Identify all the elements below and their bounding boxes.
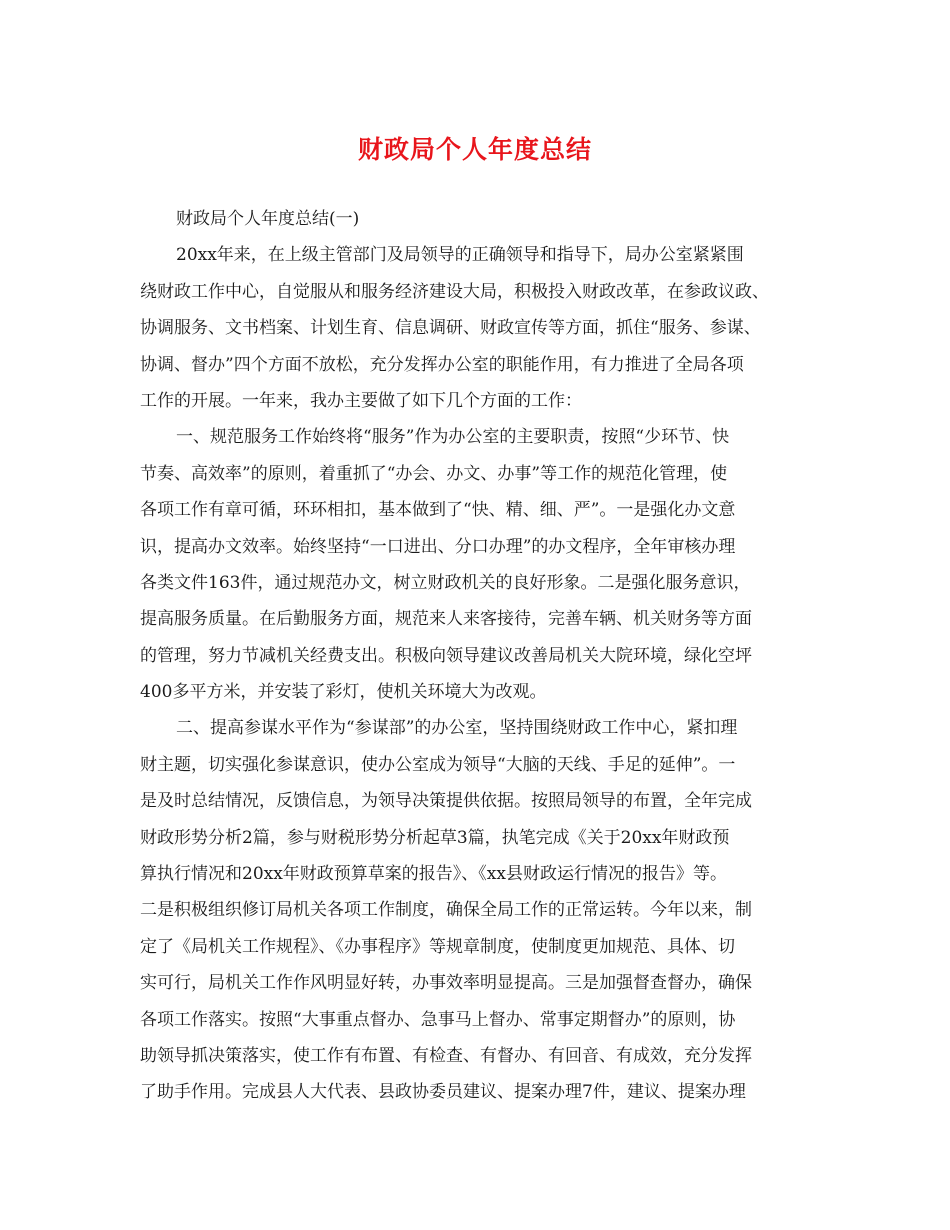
paragraph-line: 节奏、高效率”的原则，着重抓了“办会、办文、办事”等工作的规范化管理，使 (140, 463, 728, 484)
paragraph-line: 二是积极组织修订局机关各项工作制度，确保全局工作的正常运转。今年以来，制 (140, 900, 752, 921)
paragraph-line: 绕财政工作中心，自觉服从和服务经济建设大局，积极投入财政改革，在参政议政、 (140, 281, 769, 302)
paragraph-line: 各项工作落实。按照“大事重点督办、急事马上督办、常事定期督办”的原则，协 (140, 1009, 736, 1030)
paragraph-line: 协调服务、文书档案、计划生育、信息调研、财政宣传等方面，抓住“服务、参谋、 (140, 318, 761, 339)
paragraph-line: 提高服务质量。在后勤服务方面，规范来人来客接待，完善车辆、机关财务等方面 (140, 609, 752, 630)
document-title: 财政局个人年度总结 (357, 135, 592, 164)
paragraph-line: 400多平方米，并安装了彩灯，使机关环境大为改观。 (140, 682, 547, 703)
paragraph-line: 助领导抓决策落实，使工作有布置、有检查、有督办、有回音、有成效，充分发挥 (140, 1045, 752, 1066)
paragraph-line: 算执行情况和20xx年财政预算草案的报告》、《xx县财政运行情况的报告》等。 (140, 864, 727, 885)
paragraph-line: 识，提高办文效率。始终坚持“一口进出、分口办理”的办文程序，全年审核办理 (140, 536, 736, 557)
paragraph-line: 财主题，切实强化参谋意识，使办公室成为领导“大脑的天线、手足的延伸”。一 (140, 754, 736, 775)
paragraph-line: 工作的开展。一年来，我办主要做了如下几个方面的工作： (140, 390, 582, 411)
section-heading: 财政局个人年度总结(一) (176, 209, 360, 229)
document-body (140, 201, 820, 1111)
paragraph-line: 协调、督办”四个方面不放松，充分发挥办公室的职能作用，有力推进了全局各项 (140, 354, 744, 375)
paragraph-line: 20xx年来，在上级主管部门及局领导的正确领导和指导下，局办公室紧紧围 (176, 245, 744, 266)
paragraph-line: 实可行，局机关工作作风明显好转，办事效率明显提高。三是加强督查督办，确保 (140, 973, 752, 994)
paragraph-line: 各项工作有章可循，环环相扣，基本做到了“快、精、细、严”。一是强化办文意 (140, 500, 736, 521)
paragraph-line: 二、提高参谋水平作为“参谋部”的办公室，坚持围绕财政工作中心，紧扣理 (176, 718, 738, 739)
paragraph-line: 一、规范服务工作始终将“服务”作为办公室的主要职责，按照“少环节、快 (176, 427, 730, 448)
paragraph-line: 各类文件163件，通过规范办文，树立财政机关的良好形象。二是强化服务意识， (140, 572, 751, 593)
paragraph-line: 了助手作用。完成县人大代表、县政协委员建议、提案办理7件，建议、提案办理 (140, 1082, 746, 1103)
paragraph-line: 的管理，努力节减机关经费支出。积极向领导建议改善局机关大院环境，绿化空坪 (140, 645, 752, 666)
paragraph-line: 是及时总结情况，反馈信息，为领导决策提供依据。按照局领导的布置，全年完成 (140, 791, 752, 812)
paragraph-line: 财政形势分析2篇，参与财税形势分析起草3篇，执笔完成《关于20xx年财政预 (140, 827, 730, 848)
paragraph-line: 定了《局机关工作规程》、《办事程序》等规章制度，使制度更加规范、具体、切 (140, 936, 735, 957)
